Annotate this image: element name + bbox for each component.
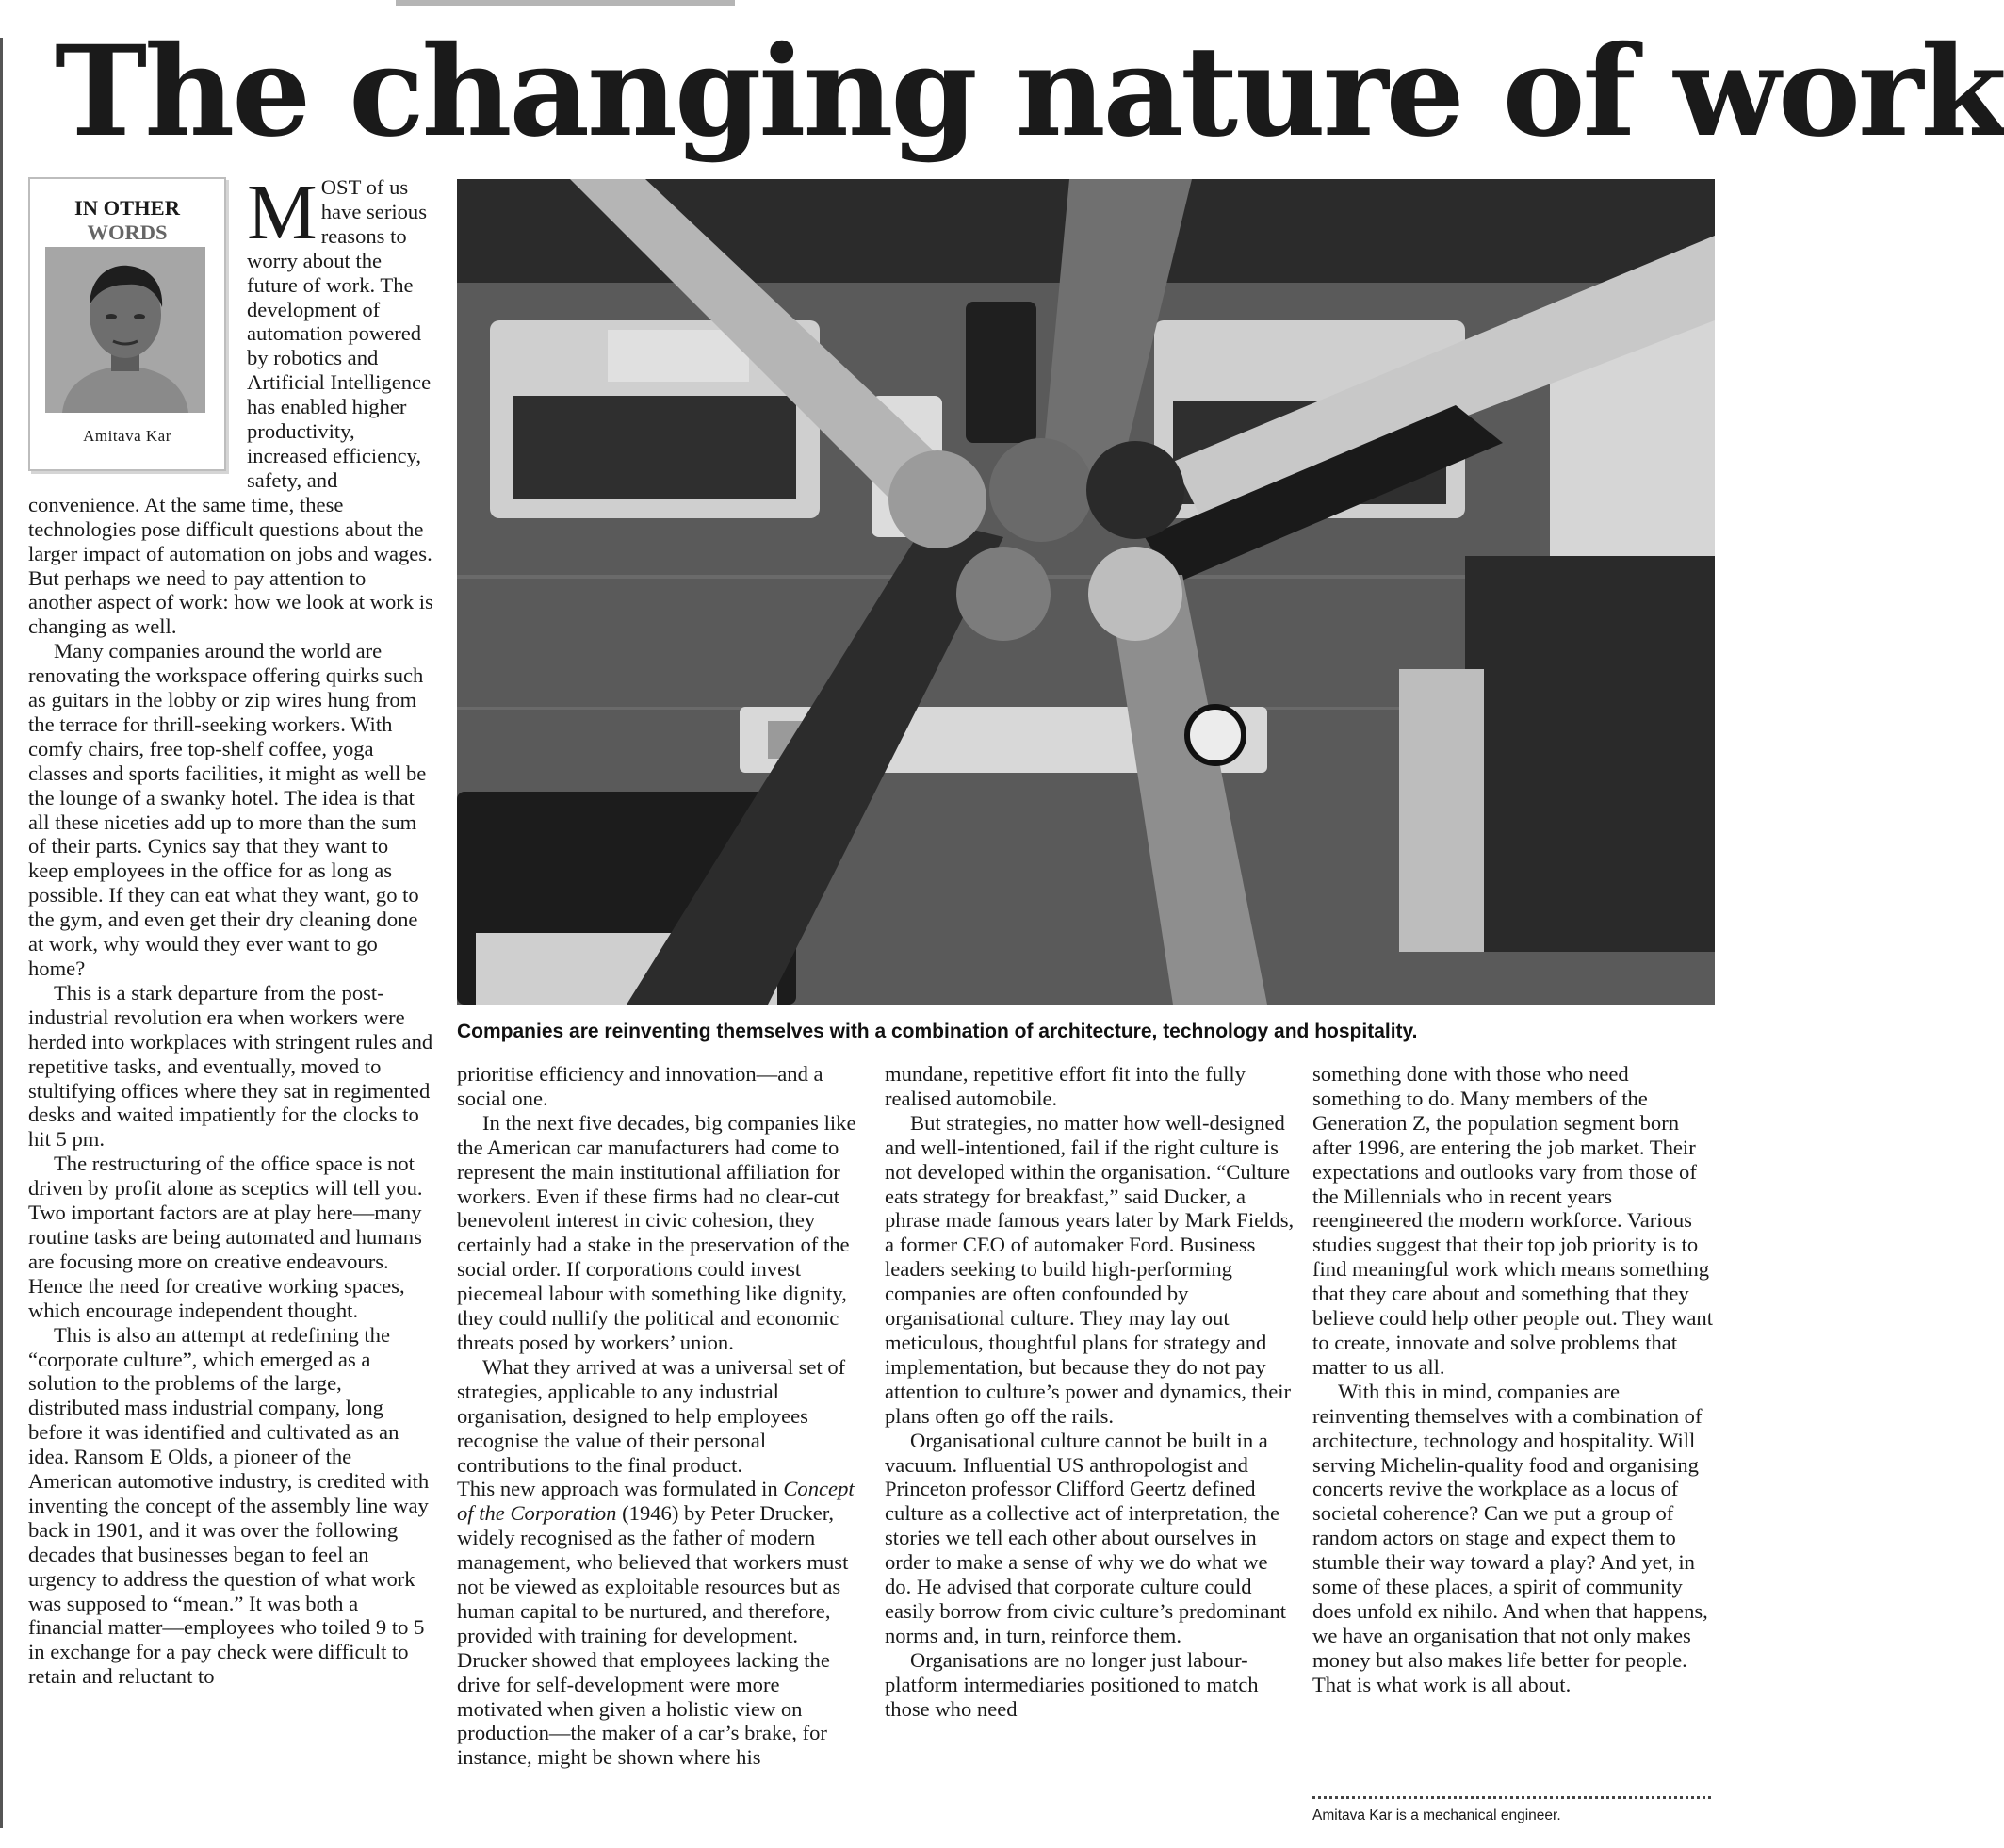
hands-fist-bump-over-desk-photo-icon [457, 179, 1715, 1005]
paragraph-7-continued: mundane, repetitive effort fit into the fully realised automobile. [885, 1062, 1246, 1110]
author-portrait-icon [45, 247, 205, 413]
column-byline: Amitava Kar [83, 427, 171, 445]
drop-cap: M [247, 169, 318, 256]
paragraph-5-continued: prioritise efficiency and innovation—and a social one. [457, 1062, 823, 1110]
paragraph-5: This is also an attempt at redefining the “corporate culture”, which emerged as a solution to the problems of the large, distributed mass industrial company, long before it was identified and cultivated as an idea. Ransom E Olds, a pioneer of the American automotive industry, is credited with inventing the concept of the assembly line way back in 1901, and it was over the following decades that businesses began to feel an urgency to address the question of what work was supposed to “mean.” It was both a financial matter—employees who toiled 9 to 5 in exchange for a pay check were difficult to retain and reluctant to [28, 1322, 430, 1689]
book-title: Concept of the Corporation [457, 1477, 855, 1526]
top-strip [396, 0, 735, 6]
paragraph-7b-post: (1946) by Peter Drucker, widely recognised as the father of modern management, who believed that workers must not be viewed as exploitable resources but as human capital to be nurtured, and therefore, provided with training for development. Drucker showed that employees lacking the drive for self-development were more motivated when given a holistic view on production—the maker of a car’s brake, for instance, might be shown where his [457, 1501, 849, 1770]
paragraph-7: What they arrived at was a universal set of strategies, applicable to any industrial organisation, designed to help employees recognise the value of their personal contributions to the final product. [457, 1354, 846, 1477]
paragraph-10-continued: something done with those who need something to do. Many members of the Generation Z, the population segment born after 1996, are entering the job market. Their expectations and outlooks vary from those of the Millennials who in recent years reengineered the modern workforce. Various studies suggest that their top job priority is to find meaningful work which means something that they care about and something that they believe could help other people out. They want to create, innovate and solve problems that matter to us all. [1312, 1062, 1713, 1379]
paragraph-8: But strategies, no matter how well-designed and well-intentioned, fail if the right culture is not developed within the organisation. “Culture eats strategy for breakfast,” said Ducker, a phrase made famous years later by Mark Fields, a former CEO of automaker Ford. Business leaders seeking to build high-performing companies are often confounded by organisational culture. They may lay out meticulous, thoughtful plans for strategy and implementation, but because they do not pay attention to culture’s power and dynamics, their plans often go off the rails. [885, 1110, 1295, 1428]
article-column-2 [457, 1062, 864, 1770]
headline: The changing nature of work [55, 19, 2004, 165]
left-border-rule [0, 38, 3, 1828]
kicker-line-2: WORDS [87, 221, 168, 244]
paragraph-6: In the next five decades, big companies like the American car manufacturers had come to represent the main institutional affiliation for workers. Even if these firms had no clear-cut benevolent interest in civic cohesion, they certainly had a stake in the preservation of the social order. If corporations could invest piecemeal labour with something like dignity, they could nullify the political and economic threats posed by workers’ union. [457, 1110, 856, 1354]
article-column-4 [1312, 1062, 1721, 1697]
column-kicker [30, 196, 224, 245]
photo-caption: Companies are reinventing themselves with a combination of architecture, technology and hospitality. [457, 1021, 1418, 1042]
paragraph-10: Organisations are no longer just labour-platform intermediaries positioned to match those who need [885, 1647, 1259, 1721]
paragraph-1-text: OST of us have serious reasons to worry about the future of work. The development of automation powered by robotics and Artificial Intelligence has enabled higher productivity, increased efficiency, safety, and convenience. At the same time, these technologies pose difficult questions about the larger impact of automation on jobs and wages. But perhaps we need to pay attention to another aspect of work: how we look at work is changing as well. [28, 175, 433, 639]
paragraph-11: With this in mind, companies are reinventing themselves with a combination of architecture, technology and hospitality. Will serving Michelin-quality food and organising concerts revive the workplace as a locus of societal coherence? Can we put a group of random actors on stage and expect them to stumble their way toward a play? And yet, in some of these places, a spirit of community does unfold ex nihilo. And when that happens, we have an organisation that not only makes money but also makes life better for people. That is what work is all about. [1312, 1379, 1708, 1696]
paragraph-4: The restructuring of the office space is not driven by profit alone as sceptics will tell you. Two important factors are at play here—many routine tasks are being automated and humans are focusing more on creative endeavours. Hence the need for creative working spaces, which encourage independent thought. [28, 1152, 423, 1322]
article-column-1 [28, 169, 433, 1689]
paragraph-2: Many companies around the world are renovating the workspace offering quirks such as guitars in the lobby or zip wires hung from the terrace for thrill-seeking workers. With comfy chairs, free top-shelf coffee, yoga classes and sports facilities, it might as well be the lounge of a swanky hotel. The idea is that all these niceties add up to more than the sum of their parts. Cynics say that they want to keep employees in the office for as long as possible. If they can eat what they want, go to the gym, and even get their dry cleaning done at work, why would they ever want to go home? [28, 639, 427, 980]
in-other-words-box [28, 177, 226, 471]
paragraph-9: Organisational culture cannot be built in a vacuum. Influential US anthropologist and Princeton professor Clifford Geertz defined culture as a collective act of interpretation, the stories we tell each other about ourselves in order to make a sense of why we do what we do. He advised that corporate culture could easily borrow from civic culture’s predominant norms and, in turn, reinforce them. [885, 1428, 1287, 1647]
kicker-line-1: IN OTHER [74, 196, 180, 220]
tagline-dotted-rule [1312, 1796, 1711, 1799]
paragraph-3: This is a stark departure from the post-industrial revolution era when workers were herded into workplaces with stringent rules and repetitive tasks, and eventually, moved to stultifying offices where they sat in regimented desks and waited impatiently for the clocks to hit 5 pm. [28, 980, 433, 1152]
paragraph-7b [457, 1477, 864, 1770]
author-tagline: Amitava Kar is a mechanical engineer. [1312, 1807, 1561, 1823]
article-column-3 [885, 1062, 1295, 1721]
paragraph-7b-pre: This new approach was formulated in [457, 1477, 784, 1501]
